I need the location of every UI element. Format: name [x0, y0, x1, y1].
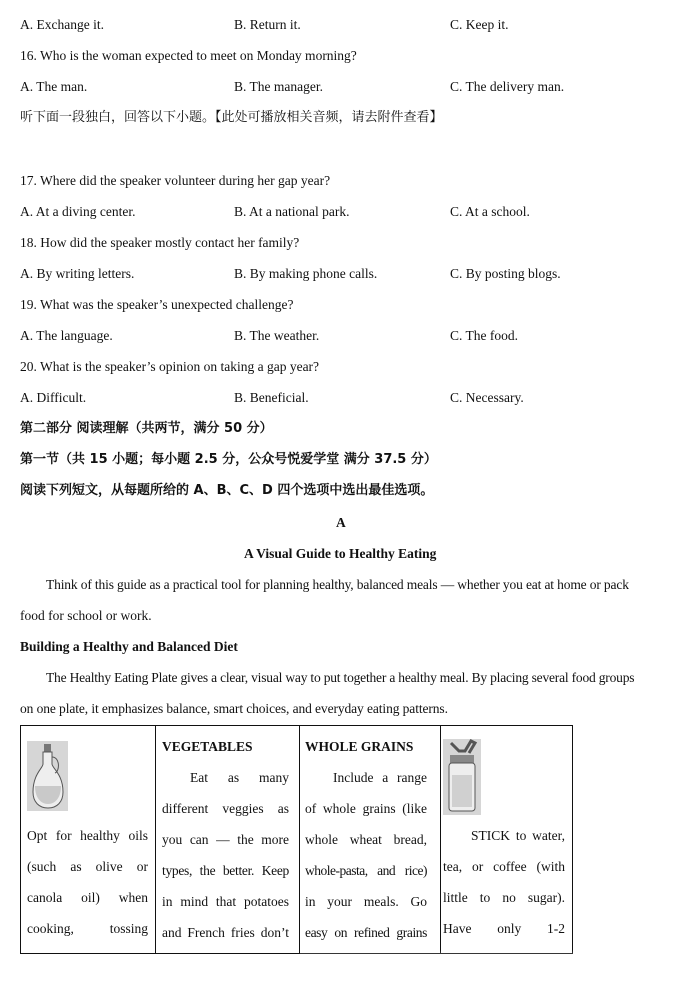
- whole-grains-line: easy on refined grains: [305, 925, 427, 940]
- water-line: Have only 1-2: [443, 921, 565, 936]
- q19-option-a: A. The language.: [20, 328, 113, 343]
- paragraph-1-line-2: food for school or work.: [20, 608, 152, 623]
- oils-line: Opt for healthy oils: [27, 828, 148, 843]
- food-guide-table: [20, 725, 573, 954]
- whole-grains-line: whole-pasta, and rice): [305, 863, 427, 878]
- whole-grains-line: in your meals. Go: [305, 894, 427, 909]
- subheading: Building a Healthy and Balanced Diet: [20, 639, 238, 654]
- whole-grains-heading: WHOLE GRAINS: [305, 739, 414, 754]
- whole-grains-line: Include a range: [333, 770, 427, 785]
- q16-option-b: B. The manager.: [234, 79, 323, 94]
- vegetables-line: different veggies as: [162, 801, 289, 816]
- q20-question: 20. What is the speaker’s opinion on taking a gap year?: [20, 359, 320, 374]
- q16-option-a: A. The man.: [20, 79, 88, 94]
- vegetables-line: types, the better. Keep: [162, 863, 289, 878]
- q18-option-a: A. By writing letters.: [20, 266, 135, 281]
- q15-option-b: B. Return it.: [234, 17, 301, 32]
- vegetables-line: Eat as many: [190, 770, 289, 785]
- oil-bottle-image: [27, 741, 68, 811]
- whole-grains-line: whole wheat bread,: [305, 832, 427, 847]
- water-line: tea, or coffee (with: [443, 859, 565, 874]
- q15-option-a: A. Exchange it.: [20, 17, 104, 32]
- q19-question: 19. What was the speaker’s unexpected challenge?: [20, 297, 294, 312]
- q20-option-a: A. Difficult.: [20, 390, 87, 405]
- vegetables-line: you can — the more: [162, 832, 289, 847]
- q17-option-a: A. At a diving center.: [20, 204, 136, 219]
- water-line: little to no sugar).: [443, 890, 565, 905]
- reading-instruction: 阅读下列短文，从每题所给的 A、B、C、D 四个选项中选出最佳选项。: [20, 483, 434, 498]
- q17-option-c: C. At a school.: [450, 204, 530, 219]
- oils-line: (such as olive or: [27, 859, 148, 874]
- passage-letter: A: [336, 515, 346, 530]
- paragraph-2-line-1: The Healthy Eating Plate gives a clear, visual way to put together a healthy meal. By placing several food groups: [46, 670, 635, 685]
- oils-line: canola oil) when: [27, 890, 148, 905]
- q16-option-c: C. The delivery man.: [450, 79, 565, 94]
- water-line: STICK to water,: [471, 828, 565, 843]
- q20-option-b: B. Beneficial.: [234, 390, 309, 405]
- q18-option-b: B. By making phone calls.: [234, 266, 378, 281]
- section1-title: 第一节（共 15 小题；每小题 2.5 分，公众号悦爱学堂 满分 37.5 分）: [20, 452, 437, 467]
- bottom-fade: [300, 950, 689, 987]
- oils-line: cooking, tossing: [27, 921, 148, 936]
- q19-option-b: B. The weather.: [234, 328, 320, 343]
- passage-title: A Visual Guide to Healthy Eating: [244, 546, 437, 561]
- vegetables-heading: VEGETABLES: [162, 739, 253, 754]
- q20-option-c: C. Necessary.: [450, 390, 524, 405]
- vegetables-line: in mind that potatoes: [162, 894, 289, 909]
- q17-option-b: B. At a national park.: [234, 204, 350, 219]
- q16-question: 16. Who is the woman expected to meet on Monday morning?: [20, 48, 357, 63]
- q19-option-c: C. The food.: [450, 328, 518, 343]
- q18-question: 18. How did the speaker mostly contact her family?: [20, 235, 300, 250]
- whole-grains-line: of whole grains (like: [305, 801, 427, 816]
- paragraph-1-line-1: Think of this guide as a practical tool for planning healthy, balanced meals — whether you eat at home or pack: [46, 577, 629, 592]
- monologue-instruction: 听下面一段独白，回答以下小题。【此处可播放相关音频，请去附件查看】: [20, 110, 443, 125]
- part2-title: 第二部分 阅读理解（共两节，满分 50 分）: [20, 421, 273, 436]
- vegetables-line: and French fries don’t: [162, 925, 289, 940]
- paragraph-2-line-2: on one plate, it emphasizes balance, smart choices, and everyday eating patterns.: [20, 701, 448, 716]
- q17-question: 17. Where did the speaker volunteer during her gap year?: [20, 173, 331, 188]
- water-bottle-image: [443, 739, 481, 815]
- q18-option-c: C. By posting blogs.: [450, 266, 561, 281]
- q15-option-c: C. Keep it.: [450, 17, 509, 32]
